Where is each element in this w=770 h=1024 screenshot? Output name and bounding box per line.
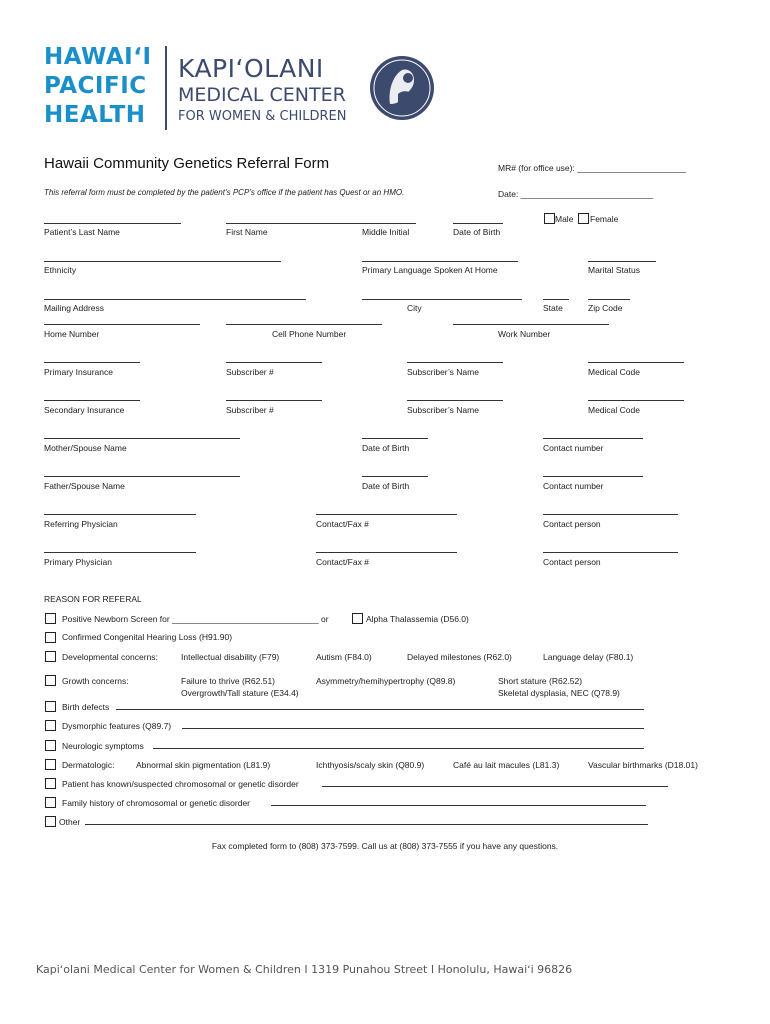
dysmorphic-input[interactable] [182, 728, 644, 729]
primary-physician-label: Primary Physician [44, 557, 113, 567]
secondary-subscriber-num-input[interactable] [226, 400, 322, 401]
father-dob-label: Date of Birth [362, 481, 410, 491]
kmc-logo-sub1: MEDICAL CENTER [178, 84, 346, 106]
father-contact-label: Contact number [543, 481, 604, 491]
home-number-input[interactable] [44, 324, 200, 325]
female-checkbox[interactable] [578, 213, 589, 224]
referring-fax-label: Contact/Fax # [316, 519, 369, 529]
neurologic-label: Neurologic symptoms [62, 741, 144, 751]
language-input[interactable] [362, 261, 518, 262]
abnormal-skin-label: Abnormal skin pigmentation (L81.9) [136, 760, 271, 770]
city-label: City [407, 303, 422, 313]
mother-dob-label: Date of Birth [362, 443, 410, 453]
short-stature-label: Short stature (R62.52) [498, 676, 583, 686]
developmental-checkbox[interactable] [45, 651, 56, 662]
primary-contact-person-label: Contact person [543, 557, 601, 567]
birth-defects-label: Birth defects [62, 702, 110, 712]
alpha-thalassemia-checkbox[interactable] [352, 613, 363, 624]
hph-logo-line2: PACIFIC [44, 73, 147, 99]
neurologic-input[interactable] [153, 748, 644, 749]
marital-status-label: Marital Status [588, 265, 640, 275]
vascular-birthmarks-label: Vascular birthmarks (D18.01) [588, 760, 698, 770]
cell-number-input[interactable] [226, 324, 382, 325]
referring-fax-input[interactable] [316, 514, 457, 515]
other-label: Other [59, 817, 81, 827]
referring-contact-person-input[interactable] [543, 514, 678, 515]
autism-label: Autism (F84.0) [316, 652, 372, 662]
chromosomal-checkbox[interactable] [45, 778, 56, 789]
primary-fax-label: Contact/Fax # [316, 557, 369, 567]
ethnicity-label: Ethnicity [44, 265, 77, 275]
zip-input[interactable] [588, 299, 630, 300]
overgrowth-label: Overgrowth/Tall stature (E34.4) [181, 688, 299, 698]
dermatologic-checkbox[interactable] [45, 759, 56, 770]
state-input[interactable] [543, 299, 569, 300]
last-name-input[interactable] [44, 223, 181, 224]
marital-status-input[interactable] [588, 261, 656, 262]
last-name-label: Patient’s Last Name [44, 227, 120, 237]
family-history-input[interactable] [271, 805, 646, 806]
birth-defects-checkbox[interactable] [45, 701, 56, 712]
referring-physician-label: Referring Physician [44, 519, 118, 529]
failure-to-thrive-label: Failure to thrive (R62.51) [181, 676, 276, 686]
primary-contact-person-input[interactable] [543, 552, 678, 553]
secondary-insurance-input[interactable] [44, 400, 140, 401]
dermatologic-label: Dermatologic: [62, 760, 115, 770]
secondary-subscriber-num-label: Subscriber # [226, 405, 274, 415]
skeletal-dysplasia-label: Skeletal dysplasia, NEC (Q78.9) [498, 688, 620, 698]
mother-contact-label: Contact number [543, 443, 604, 453]
birth-defects-input[interactable] [116, 709, 644, 710]
work-number-label: Work Number [498, 329, 551, 339]
middle-initial-label: Middle Initial [362, 227, 410, 237]
primary-subscriber-num-label: Subscriber # [226, 367, 274, 377]
primary-subscriber-name-input[interactable] [407, 362, 503, 363]
hph-logo-line3: HEALTH [44, 102, 146, 128]
father-contact-input[interactable] [543, 476, 643, 477]
secondary-subscriber-name-input[interactable] [407, 400, 503, 401]
referring-contact-person-label: Contact person [543, 519, 601, 529]
language-label: Primary Language Spoken At Home [362, 265, 498, 275]
primary-subscriber-num-input[interactable] [226, 362, 322, 363]
primary-subscriber-name-label: Subscriber’s Name [407, 367, 479, 377]
family-history-checkbox[interactable] [45, 797, 56, 808]
secondary-insurance-label: Secondary Insurance [44, 405, 125, 415]
home-number-label: Home Number [44, 329, 100, 339]
mailing-address-label: Mailing Address [44, 303, 105, 313]
first-name-label: First Name [226, 227, 268, 237]
mr-field[interactable]: MR# (for office use): _______________________ [498, 163, 686, 173]
kmc-logo-sub2: FOR WOMEN & CHILDREN [178, 109, 347, 124]
footer-address: Kapiʻolani Medical Center for Women & Children I 1319 Punahou Street I Honolulu, Hawaiʻi 96826 [36, 963, 573, 976]
growth-label: Growth concerns: [62, 676, 129, 686]
father-dob-input[interactable] [362, 476, 428, 477]
referring-physician-input[interactable] [44, 514, 196, 515]
hearing-loss-checkbox[interactable] [45, 632, 56, 643]
newborn-screen-checkbox[interactable] [45, 613, 56, 624]
intellectual-disability-label: Intellectual disability (F79) [181, 652, 280, 662]
city-input[interactable] [362, 299, 522, 300]
dob-label: Date of Birth [453, 227, 501, 237]
work-number-input[interactable] [453, 324, 609, 325]
primary-insurance-input[interactable] [44, 362, 140, 363]
primary-medical-code-input[interactable] [588, 362, 684, 363]
neurologic-checkbox[interactable] [45, 740, 56, 751]
primary-medical-code-label: Medical Code [588, 367, 640, 377]
zip-label: Zip Code [588, 303, 623, 313]
secondary-subscriber-name-label: Subscriber’s Name [407, 405, 479, 415]
instruction-text: This referral form must be completed by the patient’s PCP’s office if the patient has Quest or an HMO. [44, 188, 405, 197]
dysmorphic-label: Dysmorphic features (Q89.7) [62, 721, 172, 731]
male-label: Male [555, 214, 574, 224]
other-input[interactable] [85, 824, 648, 825]
kmc-logo-name: KAPIʻOLANI [178, 54, 324, 83]
newborn-screen-label: Positive Newborn Screen for _______________________________ or [62, 614, 329, 624]
mother-contact-input[interactable] [543, 438, 643, 439]
secondary-medical-code-input[interactable] [588, 400, 684, 401]
mother-dob-input[interactable] [362, 438, 428, 439]
father-name-input[interactable] [44, 476, 240, 477]
alpha-thalassemia-label: Alpha Thalassemia (D56.0) [366, 614, 469, 624]
father-name-label: Father/Spouse Name [44, 481, 125, 491]
chromosomal-input[interactable] [322, 786, 668, 787]
family-history-label: Family history of chromosomal or genetic disorder [62, 798, 251, 808]
delayed-milestones-label: Delayed milestones (R62.0) [407, 652, 512, 662]
form-title: Hawaii Community Genetics Referral Form [44, 155, 330, 172]
cell-number-label: Cell Phone Number [272, 329, 347, 339]
secondary-medical-code-label: Medical Code [588, 405, 640, 415]
developmental-label: Developmental concerns: [62, 652, 158, 662]
dysmorphic-checkbox[interactable] [45, 720, 56, 731]
primary-insurance-label: Primary Insurance [44, 367, 113, 377]
female-label: Female [590, 214, 619, 224]
dob-input[interactable] [453, 223, 503, 224]
mother-name-input[interactable] [44, 438, 240, 439]
date-field[interactable]: Date: ____________________________ [498, 189, 654, 199]
primary-physician-input[interactable] [44, 552, 196, 553]
reason-heading: REASON FOR REFERAL [44, 594, 142, 604]
mailing-address-input[interactable] [44, 299, 306, 300]
kmc-emblem-icon [368, 54, 436, 122]
first-name-input[interactable] [226, 223, 416, 224]
male-checkbox[interactable] [544, 213, 555, 224]
hearing-loss-label: Confirmed Congenital Hearing Loss (H91.90) [62, 632, 233, 642]
mother-name-label: Mother/Spouse Name [44, 443, 127, 453]
logo-divider [165, 46, 167, 130]
chromosomal-label: Patient has known/suspected chromosomal or genetic disorder [62, 779, 299, 789]
primary-fax-input[interactable] [316, 552, 457, 553]
fax-instructions: Fax completed form to (808) 373-7599. Call us at (808) 373-7555 if you have any questions. [211, 841, 559, 851]
hph-logo-line1: HAWAIʻI [44, 44, 152, 70]
other-checkbox[interactable] [45, 816, 56, 827]
ichthyosis-label: Ichthyosis/scaly skin (Q80.9) [316, 760, 425, 770]
cafe-au-lait-label: Café au lait macules (L81.3) [453, 760, 560, 770]
growth-checkbox[interactable] [45, 675, 56, 686]
asymmetry-label: Asymmetry/hemihypertrophy (Q89.8) [316, 676, 456, 686]
state-label: State [543, 303, 563, 313]
ethnicity-input[interactable] [44, 261, 281, 262]
language-delay-label: Language delay (F80.1) [543, 652, 634, 662]
